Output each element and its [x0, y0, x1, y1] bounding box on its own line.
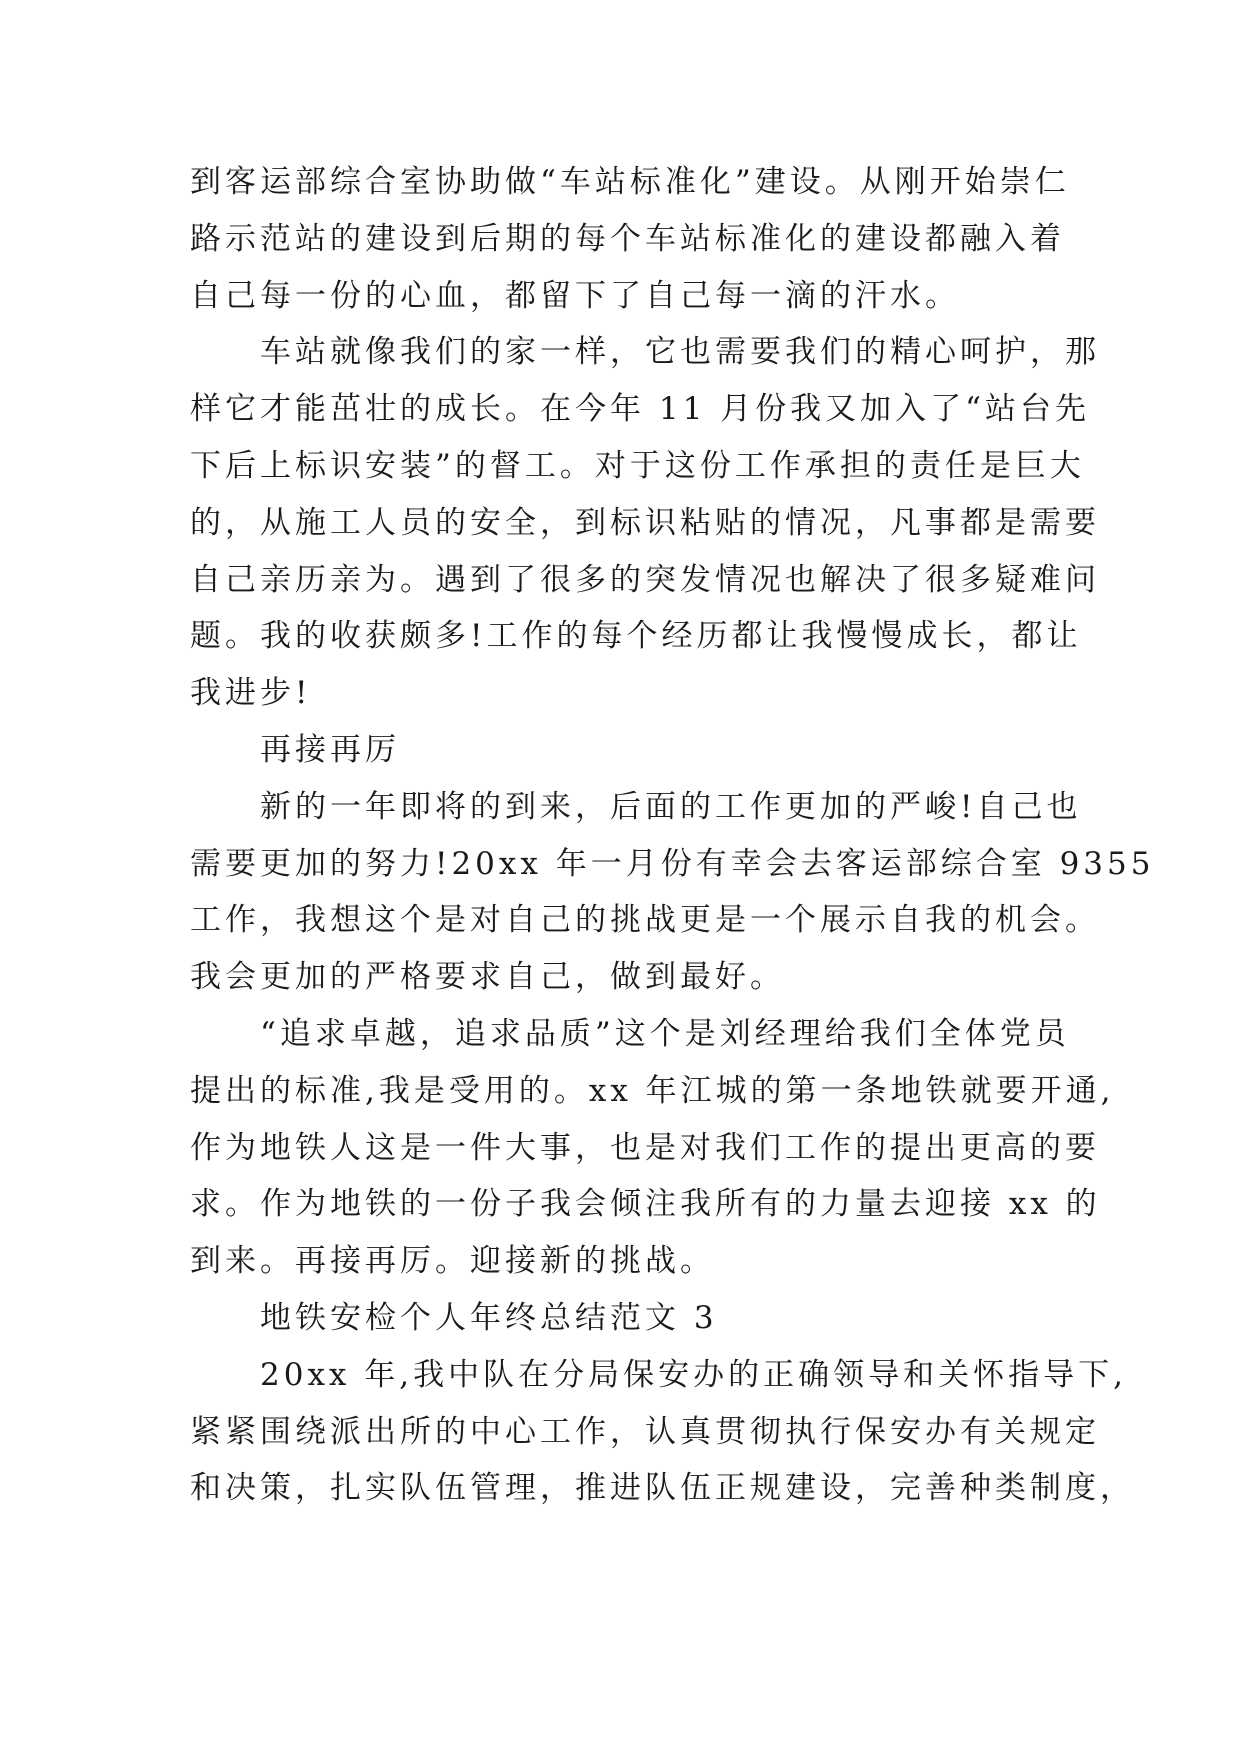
text-line: 自己亲历亲为。遇到了很多的突发情况也解决了很多疑难问 [190, 561, 1100, 598]
text-line: 下后上标识安装”的督工。对于这份工作承担的责任是巨大 [190, 447, 1085, 484]
text-line: 路示范站的建设到后期的每个车站标准化的建设都融入着 [190, 220, 1065, 257]
section-heading: 地铁安检个人年终总结范文 3 [190, 1299, 718, 1336]
text-line: 自己每一份的心血，都留下了自己每一滴的汗水。 [190, 277, 960, 314]
text-line: 我会更加的严格要求自己，做到最好。 [190, 959, 785, 996]
text-line: 新的一年即将的到来，后面的工作更加的严峻!自己也 [190, 788, 1082, 825]
text-line: 题。我的收获颇多!工作的每个经历都让我慢慢成长，都让 [190, 618, 1082, 655]
text-line: 的，从施工人员的安全，到标识粘贴的情况，凡事都是需要 [190, 504, 1100, 541]
text-line: 我进步! [190, 675, 312, 712]
text-line: 样它才能茁壮的成长。在今年 11 月份我又加入了“站台先 [190, 391, 1090, 428]
text-line: 和决策，扎实队伍管理，推进队伍正规建设，完善种类制度， [190, 1470, 1135, 1507]
text-line: 需要更加的努力!20xx 年一月份有幸会去客运部综合室 9355 [190, 845, 1155, 882]
text-line: 车站就像我们的家一样，它也需要我们的精心呵护，那 [190, 334, 1100, 371]
text-line: 20xx 年,我中队在分局保安办的正确领导和关怀指导下, [190, 1356, 1127, 1393]
text-line: 到来。再接再厉。迎接新的挑战。 [190, 1243, 715, 1280]
text-line: “追求卓越，追求品质”这个是刘经理给我们全体党员 [190, 1015, 1070, 1052]
text-line: 工作，我想这个是对自己的挑战更是一个展示自我的机会。 [190, 902, 1100, 939]
text-line: 作为地铁人这是一件大事，也是对我们工作的提出更高的要 [190, 1129, 1100, 1166]
text-line: 提出的标准,我是受用的。xx 年江城的第一条地铁就要开通, [190, 1072, 1115, 1109]
document-body [190, 154, 1155, 1517]
section-heading: 再接再厉 [190, 731, 400, 768]
text-line: 紧紧围绕派出所的中心工作，认真贯彻执行保安办有关规定 [190, 1413, 1100, 1450]
text-line: 到客运部综合室协助做“车站标准化”建设。从刚开始崇仁 [190, 164, 1070, 200]
text-line: 求。作为地铁的一份子我会倾注我所有的力量去迎接 xx 的 [190, 1186, 1101, 1223]
